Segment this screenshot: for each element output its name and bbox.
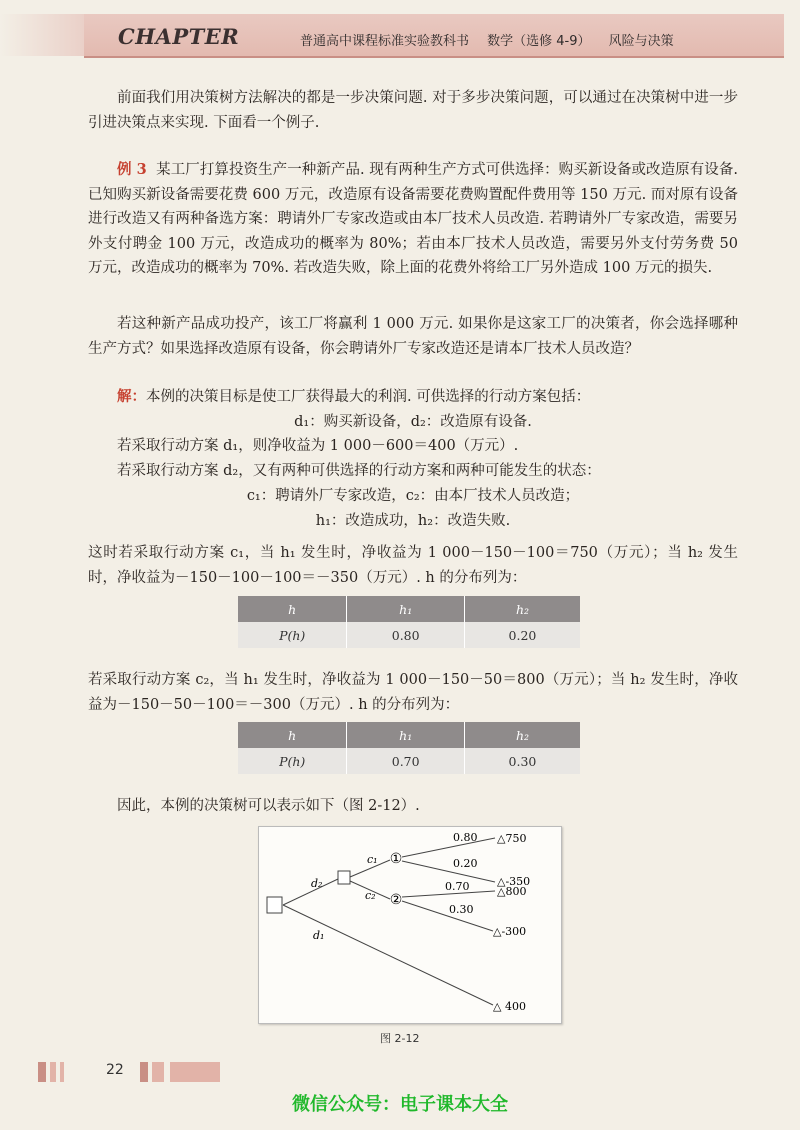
c1-paragraph: 这时若采取行动方案 c₁，当 h₁ 发生时，净收益为 1 000－150－100＝750（万元）；当 h₂ 发生时，净收益为－150－100－100＝－350（万元）. h 的分布列为： xyxy=(88,545,738,586)
distribution-table-c2 xyxy=(238,722,580,774)
footer-deco xyxy=(170,1062,220,1082)
table-header-cell: h xyxy=(238,722,347,748)
footer-deco xyxy=(38,1062,46,1082)
table-header-cell: h₂ xyxy=(464,722,580,748)
prob-c1-h1: 0.80 xyxy=(453,831,478,844)
c2-paragraph: 若采取行动方案 c₂，当 h₁ 发生时，净收益为 1 000－150－50＝800（万元）；当 h₂ 发生时，净收益为－150－50－100＝－300（万元）. h 的分布列为： xyxy=(88,672,738,713)
footer-deco xyxy=(50,1062,56,1082)
prob-c2-h2: 0.30 xyxy=(449,903,474,916)
table-header-cell: h₁ xyxy=(347,596,465,622)
table-cell: 0.70 xyxy=(347,748,465,774)
table-header-cell: h₂ xyxy=(464,596,580,622)
table-cell: P(h) xyxy=(238,622,347,648)
branch-c2-h2 xyxy=(402,901,493,931)
decision-node-root xyxy=(267,897,282,913)
distribution-table-c1 xyxy=(238,596,580,648)
label-c1: c₁ xyxy=(367,853,378,866)
conclusion-paragraph: 因此，本例的决策树可以表示如下（图 2-12）. xyxy=(117,798,420,814)
solution-label: 解： xyxy=(117,388,146,405)
line-d2: 若采取行动方案 d₂，又有两种可供选择的行动方案和两种可能发生的状态： xyxy=(117,463,601,479)
line-d1: 若采取行动方案 d₁，则净收益为 1 000－600＝400（万元）. xyxy=(117,438,519,454)
table-cell: 0.30 xyxy=(464,748,580,774)
example-text: 某工厂打算投资生产一种新产品. 现有两种生产方式可供选择：购买新设备或改造原有设备. 已知购买新设备需要花费 600 万元，改造原有设备需要花费购置配件费用等 150 万元. 而对原有设备进行改造又有两种备选方案：聘请外厂专家改造或由本厂技术人员改造. 若聘请外厂专家改造，需要另外支付聘金 100 万元，改造成功的概率为 80%；若由本厂技术人员改造，需要另外支付劳务费 50 万元，改造成功的概率为 70%. 若改造失败，除上面的花费外将给工厂另外造成 100 万元的损失. xyxy=(88,162,739,276)
solution-intro xyxy=(88,385,738,410)
label-c2: c₂ xyxy=(365,889,376,902)
header-fade xyxy=(0,14,84,56)
footer-deco xyxy=(152,1062,164,1082)
options-c: c₁：聘请外厂专家改造，c₂：由本厂技术人员改造； xyxy=(246,488,580,504)
footer-deco xyxy=(140,1062,148,1082)
example-paragraph xyxy=(88,158,738,281)
label-d2: d₂ xyxy=(311,877,323,890)
payoff-minus-350: △-350 xyxy=(497,875,531,888)
page-number: 22 xyxy=(106,1062,124,1078)
prob-c1-h2: 0.20 xyxy=(453,857,478,870)
running-header xyxy=(300,30,674,49)
book-title: 普通高中课程标准实验教科书 xyxy=(300,34,470,49)
example-label: 例 3 xyxy=(117,161,147,178)
decision-tree-figure xyxy=(258,826,562,1024)
table-header-cell: h₁ xyxy=(347,722,465,748)
branch-d1 xyxy=(283,905,493,1005)
decision-node-d2 xyxy=(338,871,350,884)
table-cell: 0.80 xyxy=(347,622,465,648)
chapter-label: CHAPTER xyxy=(118,24,240,49)
label-d1: d₁ xyxy=(313,929,325,942)
payoff-800: △800 xyxy=(497,885,527,898)
chance-node-2: ② xyxy=(389,892,403,908)
solution-line1: 本例的决策目标是使工厂获得最大的利润. 可供选择的行动方案包括： xyxy=(146,389,591,405)
intro-paragraph: 前面我们用决策树方法解决的都是一步决策问题. 对于多步决策问题，可以通过在决策树中进一步引进决策点来实现. 下面看一个例子. xyxy=(88,90,738,131)
watermark-text: 微信公众号：电子课本大全 xyxy=(292,1094,508,1115)
table-cell: 0.20 xyxy=(464,622,580,648)
topic-title: 风险与决策 xyxy=(608,34,674,49)
table-cell: P(h) xyxy=(238,748,347,774)
payoff-400: △ 400 xyxy=(493,1000,526,1013)
chance-node-1: ① xyxy=(389,851,403,867)
table-header-cell: h xyxy=(238,596,347,622)
figure-caption: 图 2-12 xyxy=(380,1032,420,1045)
decision-tree-diagram xyxy=(259,827,561,1023)
question-paragraph: 若这种新产品成功投产，该工厂将赢利 1 000 万元. 如果你是这家工厂的决策者，你会选择哪种生产方式？如果选择改造原有设备，你会聘请外厂专家改造还是请本厂技术人员改造？ xyxy=(88,316,738,357)
options-h: h₁：改造成功，h₂：改造失败. xyxy=(315,513,511,529)
options-d: d₁：购买新设备，d₂：改造原有设备. xyxy=(294,414,532,430)
footer-deco xyxy=(60,1062,64,1082)
branch-c1-h2 xyxy=(402,861,495,882)
prob-c2-h1: 0.70 xyxy=(445,880,470,893)
subject-title: 数学（选修 4-9） xyxy=(487,34,591,49)
payoff-750: △750 xyxy=(497,832,527,845)
payoff-minus-300: △-300 xyxy=(493,925,527,938)
branch-c1-h1 xyxy=(402,838,495,857)
